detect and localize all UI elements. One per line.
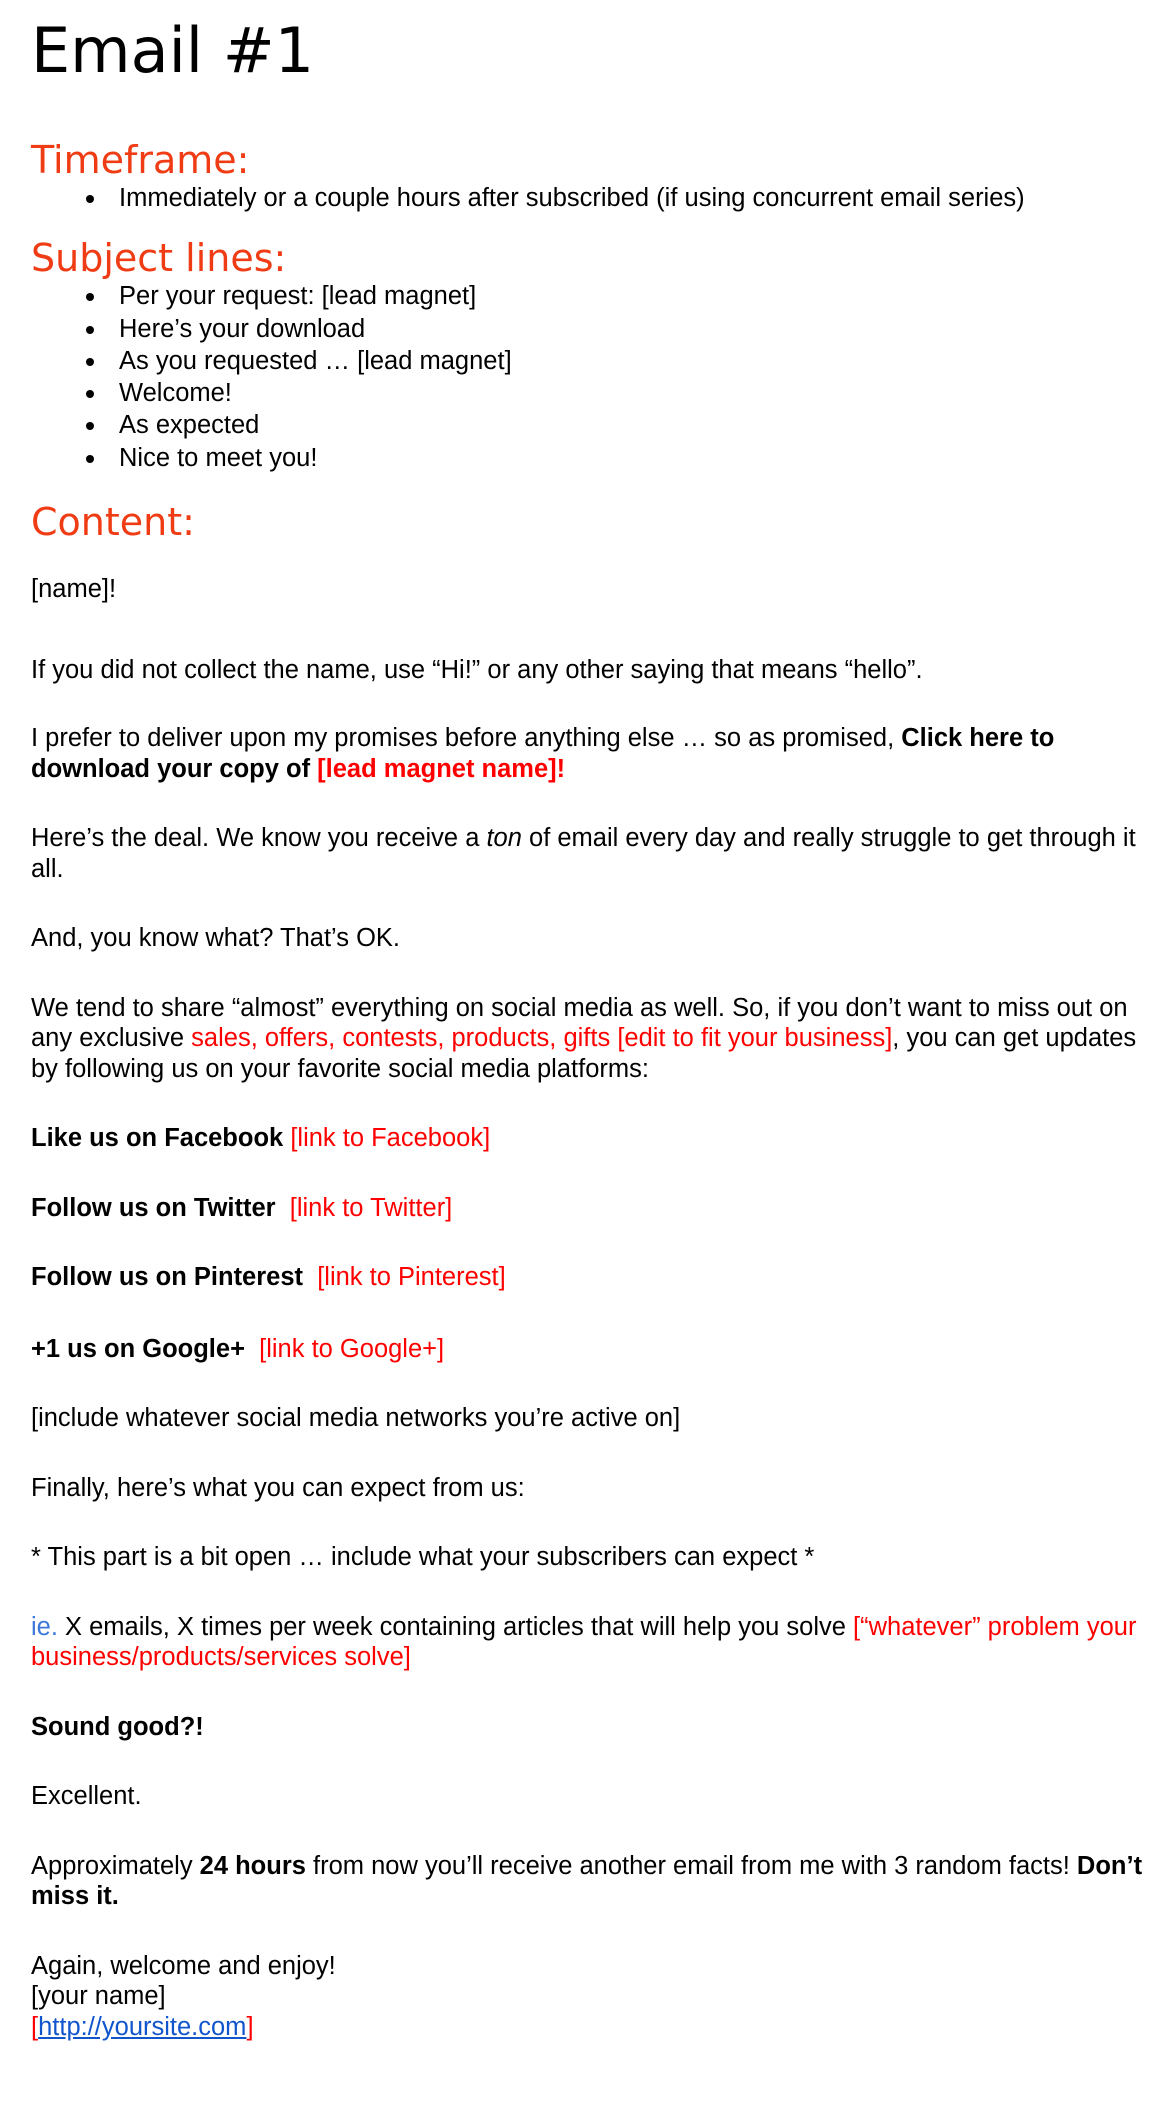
- ok-paragraph: And, you know what? That’s OK.: [31, 924, 401, 953]
- networks-note: [include whatever social media networks you’re active on]: [31, 1404, 681, 1433]
- social-text-a: We tend to share “almost” everything on social media as well. So, if you don’t want to miss out on any exclusive: [31, 993, 1128, 1053]
- facebook-line: [31, 1123, 1150, 1154]
- google-label: +1 us on Google+: [31, 1334, 260, 1363]
- twitter-link[interactable]: [link to Twitter]: [289, 1193, 453, 1222]
- sound-good-text: Sound good?!: [31, 1712, 204, 1741]
- expect-paragraph: Finally, here’s what you can expect from us:: [31, 1473, 525, 1502]
- site-link[interactable]: http://yoursite.com: [38, 2012, 247, 2041]
- subject-lines-list: [31, 280, 1150, 474]
- document-page: [0, 14, 1150, 2111]
- site-bracket-open: [: [31, 2012, 39, 2041]
- list-item: Welcome!: [86, 377, 1150, 409]
- google-line: [31, 1334, 1150, 1365]
- twitter-label: Follow us on Twitter: [31, 1193, 290, 1222]
- subject-lines-heading: Subject lines:: [31, 236, 287, 281]
- download-link-text[interactable]: Click here to download your copy of: [31, 724, 1055, 783]
- deal-text-b: of email every day and really struggle to get through it all.: [31, 824, 1136, 883]
- deal-text-a: Here’s the deal. We know you receive a: [31, 824, 487, 853]
- greeting: [name]!: [31, 575, 117, 604]
- list-item: As you requested … [lead magnet]: [86, 345, 1150, 377]
- lead-magnet-placeholder: [lead magnet name]!: [317, 754, 566, 783]
- name-note: If you did not collect the name, use “Hi!” or any other saying that means “hello”.: [31, 655, 923, 684]
- ie-prefix: ie.: [31, 1612, 58, 1641]
- social-placeholder: sales, offers, contests, products, gifts [edit to fit your business]: [191, 1024, 893, 1053]
- social-text-b: , you can get updates by following us on your favorite social media platforms:: [31, 1024, 1137, 1083]
- sound-good: [31, 1712, 1150, 1743]
- approx-paragraph: [31, 1851, 1150, 1912]
- list-item: Here’s your download: [86, 313, 1150, 345]
- facebook-link[interactable]: [link to Facebook]: [290, 1124, 491, 1153]
- pinterest-line: [31, 1262, 1150, 1293]
- ie-placeholder: [“whatever” problem your business/products/services solve]: [31, 1612, 1137, 1672]
- google-link[interactable]: [link to Google+]: [259, 1334, 445, 1363]
- content-heading: Content:: [31, 500, 195, 545]
- twitter-line: [31, 1193, 1150, 1224]
- ie-paragraph: [31, 1612, 1150, 1673]
- list-item: Per your request: [lead magnet]: [86, 280, 1150, 312]
- approx-text-a: Approximately: [31, 1851, 200, 1880]
- site-bracket-close: ]: [246, 2012, 254, 2041]
- timeframe-heading: Timeframe:: [31, 138, 250, 182]
- approx-hours: 24 hours: [199, 1851, 306, 1880]
- facebook-label: Like us on Facebook: [31, 1124, 291, 1153]
- social-paragraph: [31, 993, 1150, 1085]
- list-item: As expected: [86, 409, 1150, 441]
- document-title: Email #1: [31, 14, 315, 87]
- list-item: Nice to meet you!: [86, 442, 1150, 474]
- excellent: Excellent.: [31, 1782, 142, 1811]
- pinterest-link[interactable]: [link to Pinterest]: [317, 1263, 506, 1292]
- promise-paragraph: [31, 723, 1150, 784]
- approx-dont-miss: Don’t miss it.: [31, 1851, 1143, 1911]
- promise-text: I prefer to deliver upon my promises before anything else … so as promised,: [31, 724, 902, 753]
- deal-emphasis: ton: [486, 824, 522, 853]
- approx-text-b: from now you’ll receive another email from me with 3 random facts!: [305, 1851, 1077, 1880]
- expect-note: * This part is a bit open … include what your subscribers can expect *: [31, 1543, 815, 1572]
- deal-paragraph: [31, 823, 1150, 884]
- list-item: Immediately or a couple hours after subscribed (if using concurrent email series): [86, 182, 1150, 214]
- your-name-line: [your name]: [31, 1982, 166, 2011]
- again-line: Again, welcome and enjoy!: [31, 1951, 336, 1980]
- pinterest-label: Follow us on Pinterest: [31, 1263, 318, 1292]
- site-line: [31, 2012, 1150, 2043]
- timeframe-list: [31, 182, 1150, 214]
- ie-text: X emails, X times per week containing articles that will help you solve: [57, 1612, 854, 1641]
